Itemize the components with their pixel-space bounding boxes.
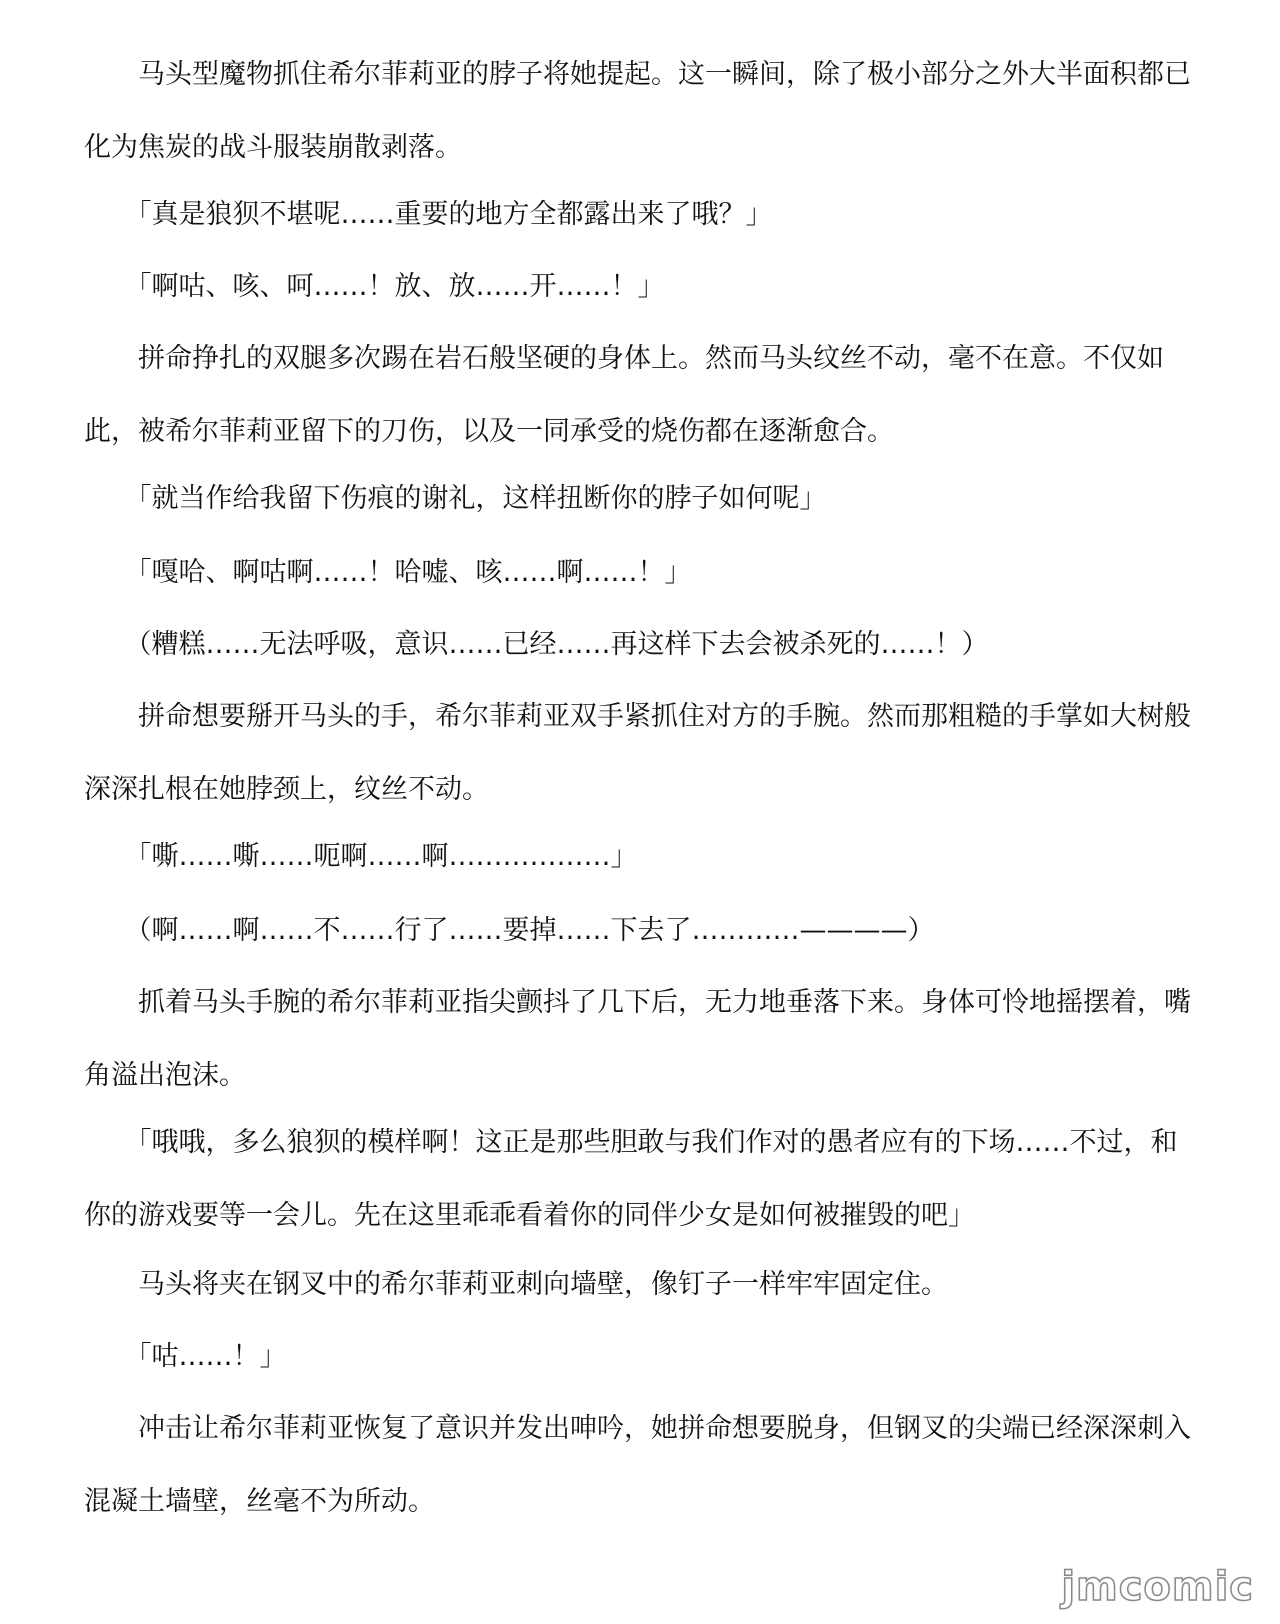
- paragraph-narration: 马头将夹在钢叉中的希尔菲莉亚刺向墙壁，像钉子一样牢牢固定住。: [84, 1269, 948, 1300]
- paragraph-narration: 拼命想要掰开马头的手，希尔菲莉亚双手紧抓住对方的手腕。然而那粗糙的手掌如大树般深深扎根在她脖颈上，纹丝不动。: [84, 701, 1191, 805]
- paragraph-narration: 抓着马头手腕的希尔菲莉亚指尖颤抖了几下后，无力地垂落下来。身体可怜地摇摆着，嘴角溢出泡沫。: [84, 987, 1191, 1091]
- watermark-logo: jmcomic: [1061, 1564, 1254, 1610]
- paragraph-thought: （啊……啊……不……行了……要掉……下去了…………————）: [84, 915, 935, 946]
- paragraph-narration: 马头型魔物抓住希尔菲莉亚的脖子将她提起。这一瞬间，除了极小部分之外大半面积都已化为焦炭的战斗服装崩散剥落。: [84, 59, 1191, 163]
- paragraph-thought: （糟糕……无法呼吸，意识……已经……再这样下去会被杀死的……！）: [84, 629, 989, 660]
- paragraph-dialogue: 「嘎哈、啊咕啊……！哈嘘、咳……啊……！」: [84, 557, 692, 588]
- paragraph-narration: 拼命挣扎的双腿多次踢在岩石般坚硬的身体上。然而马头纹丝不动，毫不在意。不仅如此，被希尔菲莉亚留下的刀伤，以及一同承受的烧伤都在逐渐愈合。: [84, 343, 1164, 447]
- paragraph-narration: 冲击让希尔菲莉亚恢复了意识并发出呻吟，她拼命想要脱身，但钢叉的尖端已经深深刺入混凝土墙壁，丝毫不为所动。: [84, 1413, 1191, 1517]
- paragraph-dialogue: 「啊咕、咳、呵……！放、放……开……！」: [84, 271, 665, 302]
- paragraph-dialogue: 「咕……！」: [84, 1341, 287, 1372]
- paragraph-dialogue: 「嘶……嘶……呃啊……啊………………」: [84, 841, 638, 872]
- paragraph-dialogue: 「哦哦，多么狼狈的模样啊！这正是那些胆敢与我们作对的愚者应有的下场……不过，和你的游戏要等一会儿。先在这里乖乖看着你的同伴少女是如何被摧毁的吧」: [84, 1127, 1178, 1231]
- paragraph-dialogue: 「就当作给我留下伤痕的谢礼，这样扭断你的脖子如何呢」: [84, 483, 827, 514]
- paragraph-dialogue: 「真是狼狈不堪呢……重要的地方全都露出来了哦？」: [84, 199, 773, 230]
